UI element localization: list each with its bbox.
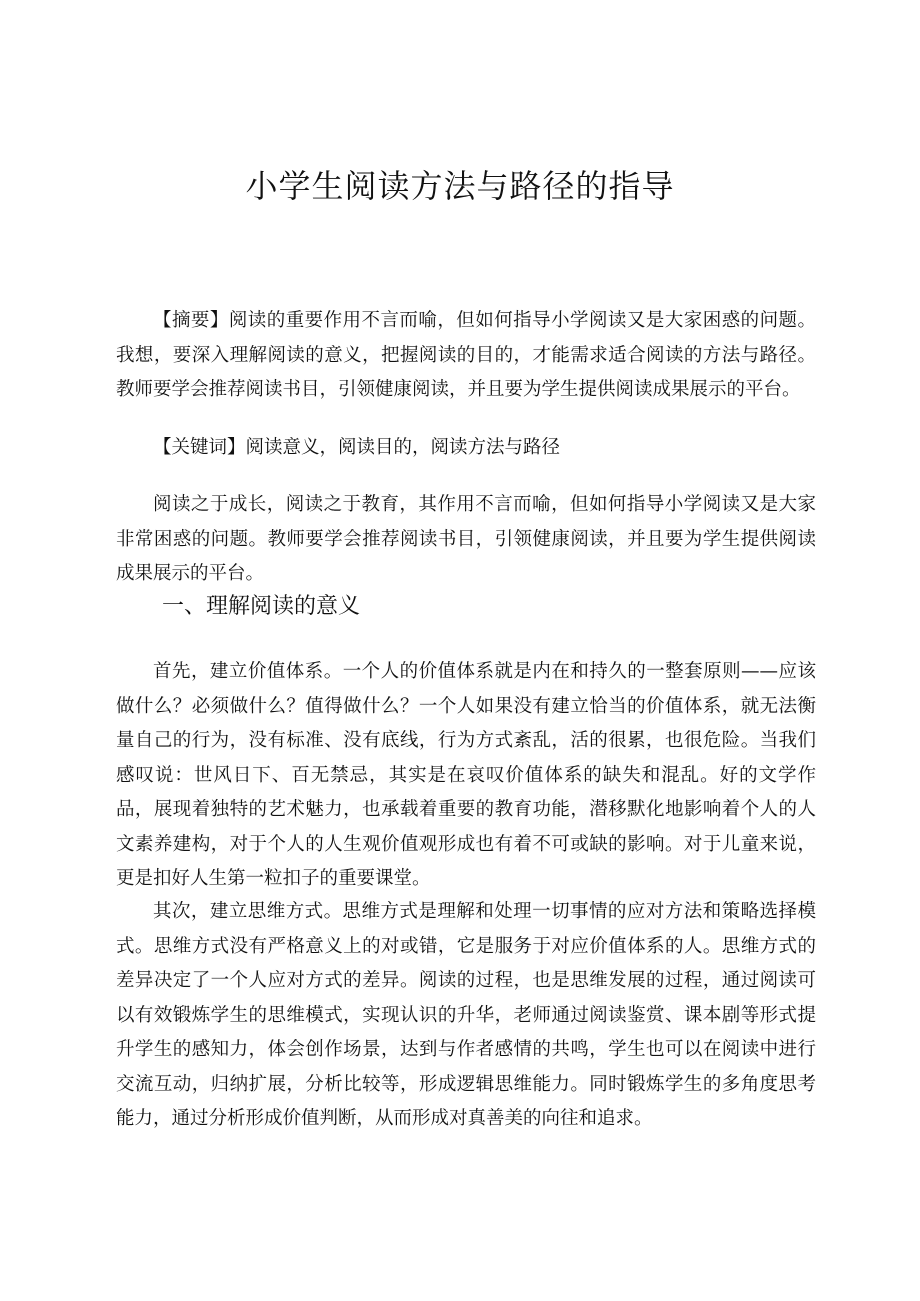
keywords-paragraph: 【关键词】阅读意义，阅读目的，阅读方法与路径 — [153, 437, 561, 458]
document-title: 小学生阅读方法与路径的指导 — [245, 167, 675, 205]
section-heading-1: 一、理解阅读的意义 — [162, 594, 361, 619]
section1-paragraph-2: 其次，建立思维方式。思维方式是理解和处理一切事情的应对方法和策略选择模式。思维方式没有严格意义上的对或错，它是服务于对应价值体系的人。思维方式的差异决定了一个人应对方式的差异。阅读的过程，也是思维发展的过程，通过阅读可以有效锻炼学生的思维模式，实现认识的升华，老师通过阅读鉴赏、课本剧等形式提升学生的感知力，体会创作场景，达到与作者感情的共鸣，学生也可以在阅读中进行交流互动，归纳扩展，分析比较等，形成逻辑思维能力。同时锻炼学生的多角度思考能力，通过分析形成价值判断，从而形成对真善美的向往和追求。 — [116, 901, 816, 1129]
section1-paragraph-1: 首先，建立价值体系。一个人的价值体系就是内在和持久的一整套原则——应该做什么？必须做什么？值得做什么？一个人如果没有建立恰当的价值体系，就无法衡量自己的行为，没有标准、没有底线，行为方式紊乱，活的很累，也很危险。当我们感叹说：世风日下、百无禁忌，其实是在哀叹价值体系的缺失和混乱。好的文学作品，展现着独特的艺术魅力，也承载着重要的教育功能，潜移默化地影响着个人的人文素养建构，对于个人的人生观价值观形成也有着不可或缺的影响。对于儿童来说，更是扣好人生第一粒扣子的重要课堂。 — [116, 661, 816, 889]
intro-paragraph: 阅读之于成长，阅读之于教育，其作用不言而喻，但如何指导小学阅读又是大家非常困惑的问题。教师要学会推荐阅读书目，引领健康阅读，并且要为学生提供阅读成果展示的平台。 — [116, 494, 816, 584]
abstract-paragraph: 【摘要】阅读的重要作用不言而喻，但如何指导小学阅读又是大家困惑的问题。我想，要深入理解阅读的意义，把握阅读的目的，才能需求适合阅读的方法与路径。教师要学会推荐阅读书目，引领健康阅读，并且要为学生提供阅读成果展示的平台。 — [116, 310, 816, 400]
